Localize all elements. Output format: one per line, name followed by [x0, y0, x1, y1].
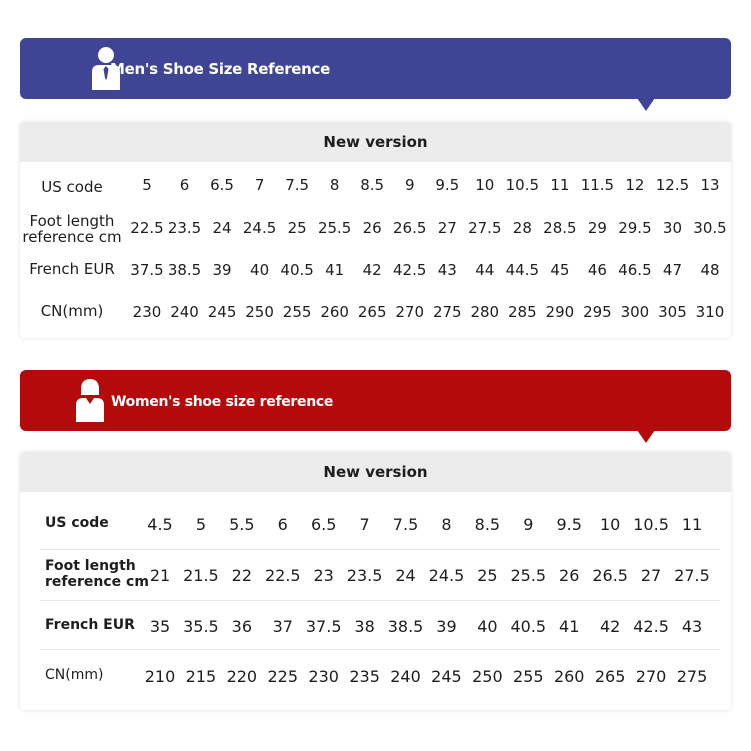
- size-value-cell: 25: [287, 219, 307, 237]
- size-value-cell: 38.5: [167, 261, 202, 279]
- size-value-cell: 46.5: [618, 261, 652, 279]
- woman-icon: [74, 378, 106, 422]
- women-size-table: [20, 452, 731, 710]
- row-label: French EUR: [29, 260, 115, 278]
- size-value-cell: 255: [513, 667, 544, 686]
- size-value-cell: 40.5: [510, 617, 547, 636]
- size-value-cell: 38.5: [387, 617, 424, 636]
- size-value-cell: 240: [390, 667, 421, 686]
- size-value-cell: 42.5: [393, 261, 427, 279]
- size-value-cell: 230: [308, 667, 339, 686]
- size-value-cell: 5.5: [229, 515, 255, 534]
- size-value-cell: 260: [553, 667, 585, 686]
- row-divider: [40, 649, 720, 650]
- size-value-cell: 230: [132, 303, 162, 321]
- size-value-cell: 22: [231, 566, 253, 585]
- size-value-cell: 6: [179, 176, 190, 194]
- size-value-cell: 24: [212, 219, 232, 237]
- row-label: CN(mm): [40, 302, 104, 320]
- size-value-cell: 40: [477, 617, 498, 636]
- size-value-cell: 250: [245, 303, 274, 321]
- women-version-header: New version: [20, 452, 731, 492]
- size-value-cell: 35: [149, 617, 171, 636]
- size-value-cell: 9: [523, 515, 534, 534]
- size-value-cell: 10.5: [633, 515, 669, 534]
- size-value-cell: 40.5: [280, 261, 314, 279]
- size-value-cell: 11.5: [580, 176, 615, 194]
- size-value-cell: 275: [676, 667, 708, 686]
- size-value-cell: 35.5: [183, 617, 219, 636]
- size-value-cell: 30: [662, 219, 682, 237]
- size-value-cell: 8: [441, 515, 452, 534]
- women-size-banner: [20, 370, 731, 431]
- size-value-cell: 38: [354, 617, 375, 636]
- size-value-cell: 42: [599, 617, 621, 636]
- size-value-cell: 11: [550, 176, 570, 194]
- size-value-cell: 27: [640, 566, 662, 585]
- size-value-cell: 10: [475, 176, 495, 194]
- size-value-cell: 7: [254, 176, 265, 194]
- size-value-cell: 29: [587, 219, 607, 237]
- size-value-cell: 26.5: [393, 219, 427, 237]
- size-value-cell: 21.5: [183, 566, 219, 585]
- size-value-cell: 255: [282, 303, 312, 321]
- row-label: Foot length reference cm: [45, 558, 149, 590]
- size-value-cell: 280: [470, 303, 500, 321]
- size-value-cell: 25: [477, 566, 498, 585]
- size-value-cell: 10.5: [505, 176, 540, 194]
- size-value-cell: 7.5: [285, 176, 310, 194]
- size-value-cell: 245: [207, 303, 237, 321]
- size-value-cell: 24: [395, 566, 416, 585]
- size-value-cell: 215: [185, 667, 217, 686]
- size-value-cell: 27.5: [468, 219, 502, 237]
- size-value-cell: 250: [472, 667, 503, 686]
- men-banner-pointer: [637, 98, 655, 111]
- size-value-cell: 10: [599, 515, 621, 534]
- size-value-cell: 5: [142, 176, 152, 194]
- size-value-cell: 25.5: [317, 219, 352, 237]
- size-value-cell: 220: [226, 667, 258, 686]
- size-value-cell: 41: [325, 261, 345, 279]
- size-value-cell: 295: [583, 303, 612, 321]
- size-value-cell: 235: [349, 667, 380, 686]
- size-value-cell: 30.5: [693, 219, 727, 237]
- size-value-cell: 40: [250, 261, 270, 279]
- size-value-cell: 36: [231, 617, 253, 636]
- size-value-cell: 44: [475, 261, 495, 279]
- size-value-cell: 43: [681, 617, 703, 636]
- size-value-cell: 265: [357, 303, 387, 321]
- size-value-cell: 37.5: [130, 261, 164, 279]
- row-divider: [40, 600, 720, 601]
- size-value-cell: 29.5: [618, 219, 652, 237]
- size-value-cell: 4.5: [147, 515, 173, 534]
- size-value-cell: 8.5: [360, 176, 385, 194]
- size-value-cell: 9: [404, 176, 415, 194]
- size-value-cell: 44.5: [505, 261, 540, 279]
- size-value-cell: 43: [437, 261, 457, 279]
- size-value-cell: 240: [170, 303, 199, 321]
- men-banner-title: Men's Shoe Size Reference: [110, 60, 331, 78]
- size-value-cell: 23.5: [346, 566, 383, 585]
- size-value-cell: 285: [508, 303, 537, 321]
- size-value-cell: 11: [681, 515, 703, 534]
- size-value-cell: 270: [635, 667, 667, 686]
- men-size-table: [20, 122, 731, 338]
- size-value-cell: 300: [620, 303, 650, 321]
- size-value-cell: 27: [437, 219, 457, 237]
- size-value-cell: 270: [395, 303, 425, 321]
- size-value-cell: 21: [149, 566, 171, 585]
- size-value-cell: 42: [362, 261, 382, 279]
- size-value-cell: 48: [700, 261, 720, 279]
- row-label: US code: [41, 178, 103, 196]
- size-value-cell: 275: [432, 303, 462, 321]
- size-value-cell: 13: [700, 176, 720, 194]
- size-value-cell: 24.5: [242, 219, 277, 237]
- size-value-cell: 12: [625, 176, 645, 194]
- size-value-cell: 39: [436, 617, 457, 636]
- size-value-cell: 225: [267, 667, 299, 686]
- size-value-cell: 7.5: [392, 515, 419, 534]
- row-label: Foot length reference cm: [22, 212, 122, 246]
- row-label: French EUR: [45, 617, 135, 633]
- size-value-cell: 9.5: [435, 176, 460, 194]
- women-banner-title: Women's shoe size reference: [111, 394, 334, 410]
- size-value-cell: 8: [329, 176, 340, 194]
- size-value-cell: 265: [594, 667, 626, 686]
- size-value-cell: 37.5: [305, 617, 342, 636]
- size-value-cell: 26.5: [592, 566, 628, 585]
- size-value-cell: 26: [362, 219, 382, 237]
- size-value-cell: 46: [587, 261, 607, 279]
- size-value-cell: 9.5: [556, 515, 582, 534]
- size-value-cell: 42.5: [633, 617, 669, 636]
- size-value-cell: 5: [195, 515, 207, 534]
- row-divider: [40, 549, 720, 550]
- size-value-cell: 310: [695, 303, 725, 321]
- size-value-cell: 6: [277, 515, 288, 534]
- size-value-cell: 210: [144, 667, 176, 686]
- size-value-cell: 28: [512, 219, 532, 237]
- size-value-cell: 27.5: [674, 566, 710, 585]
- size-value-cell: 45: [550, 261, 570, 279]
- size-value-cell: 25.5: [510, 566, 547, 585]
- row-label: US code: [45, 515, 109, 531]
- size-value-cell: 37: [272, 617, 293, 636]
- size-value-cell: 23: [313, 566, 334, 585]
- size-value-cell: 24.5: [428, 566, 465, 585]
- row-label: CN(mm): [45, 667, 104, 683]
- men-version-header: New version: [20, 122, 731, 162]
- size-value-cell: 22.5: [130, 219, 164, 237]
- size-value-cell: 8.5: [474, 515, 501, 534]
- size-value-cell: 290: [545, 303, 575, 321]
- size-value-cell: 12.5: [655, 176, 690, 194]
- size-value-cell: 260: [320, 303, 349, 321]
- size-value-cell: 7: [359, 515, 370, 534]
- size-value-cell: 39: [212, 261, 232, 279]
- size-value-cell: 6.5: [310, 515, 337, 534]
- women-banner-pointer: [637, 430, 655, 443]
- size-value-cell: 22.5: [264, 566, 301, 585]
- size-value-cell: 41: [559, 617, 580, 636]
- size-value-cell: 6.5: [210, 176, 234, 194]
- size-value-cell: 28.5: [543, 219, 577, 237]
- size-value-cell: 26: [559, 566, 580, 585]
- size-value-cell: 23.5: [167, 219, 202, 237]
- size-value-cell: 245: [431, 667, 462, 686]
- size-value-cell: 305: [658, 303, 687, 321]
- size-value-cell: 47: [662, 261, 682, 279]
- men-size-banner: [20, 38, 731, 99]
